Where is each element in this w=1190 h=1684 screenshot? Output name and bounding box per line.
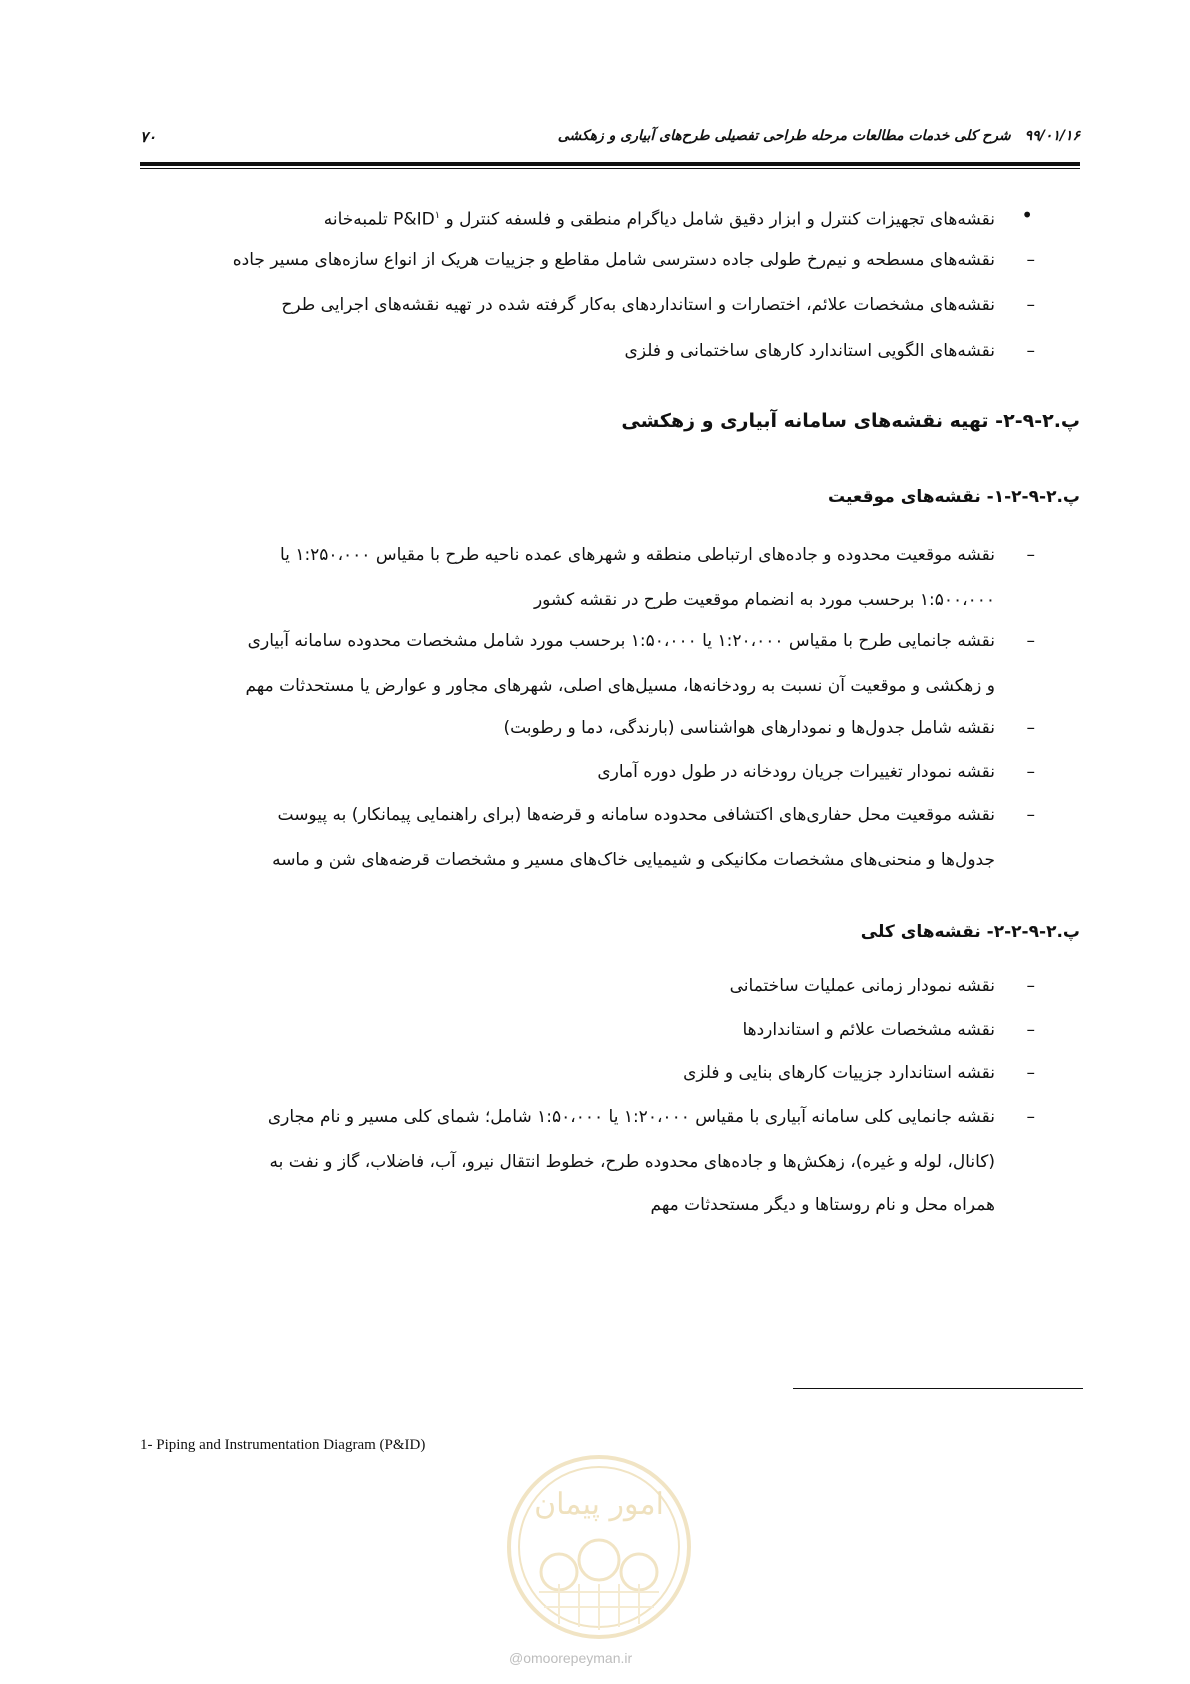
- seal-logo-text: امور پیمان: [534, 1487, 664, 1522]
- list-item-continuation: [272, 836, 995, 885]
- list-item-text: نقشه شامل جدول‌ها و نمودارهای هواشناسی (بارندگی، دما و رطوبت): [503, 718, 995, 738]
- header-title-text: شرح کلی خدمات مطالعات مرحله طراحی تفصیلی طرح‌های آبیاری و زهکشی: [557, 128, 1011, 144]
- list-item: [140, 617, 1035, 666]
- list-item-text: نقشه‌های الگویی استاندارد کارهای ساختمانی و فلزی: [624, 341, 995, 361]
- list-item: [140, 1093, 1035, 1142]
- dash-icon: –: [1026, 631, 1035, 651]
- list-item-line: جدول‌ها و منحنی‌های مشخصات مکانیکی و شیمیایی خاک‌های مسیر و مشخصات قرضه‌های شن و ماسه: [272, 850, 995, 870]
- dash-icon: –: [1026, 545, 1035, 565]
- list-item: [140, 791, 1035, 840]
- dash-icon: –: [1026, 805, 1035, 825]
- section-heading: پ.۲-۹-۲- تهیه نقشه‌های سامانه آبیاری و زهکشی: [621, 410, 1080, 432]
- list-item-line: نقشه جانمایی کلی سامانه آبیاری با مقیاس ۱:۲۰،۰۰۰ یا ۱:۵۰،۰۰۰ شامل؛ شمای کلی مسیر و نام مجاری: [267, 1107, 995, 1127]
- gear-icon: [541, 1540, 657, 1590]
- subsection-heading: پ.۲-۹-۲-۲- نقشه‌های کلی: [860, 922, 1080, 942]
- dash-icon: –: [1026, 762, 1035, 782]
- subsection-heading: پ.۲-۹-۲-۱- نقشه‌های موقعیت: [827, 487, 1080, 507]
- dash-icon: –: [1026, 341, 1035, 361]
- list-item: [742, 1006, 1035, 1055]
- dash-icon: –: [1026, 295, 1035, 315]
- dash-icon: –: [1026, 976, 1035, 996]
- dash-icon: –: [1026, 1063, 1035, 1083]
- watermark-caption: @omoorepeyman.ir: [509, 1650, 633, 1666]
- dash-icon: –: [1026, 718, 1035, 738]
- list-item: [503, 704, 1035, 753]
- list-item-text: نقشه نمودار تغییرات جریان رودخانه در طول دوره آماری: [597, 762, 995, 782]
- footnote-ref: ۱: [434, 210, 441, 221]
- list-item-line: همراه محل و نام روستاها و دیگر مستحدثات مهم: [650, 1195, 995, 1215]
- list-item-text: نقشه‌های تجهیزات کنترل و ابزار دقیق شامل دیاگرام منطقی و فلسفه کنترل و P&ID: [393, 209, 995, 230]
- list-item-tail: تلمبه‌خانه: [323, 209, 394, 230]
- footnote-rule: [793, 1388, 1083, 1389]
- list-item-line: نقشه موقعیت محدوده و جاده‌های ارتباطی منطقه و شهرهای عمده ناحیه طرح با مقیاس ۱:۲۵۰،۰۰۰ یا: [279, 545, 995, 565]
- header-date: ۹۹/۰۱/۱۶: [1024, 128, 1080, 144]
- list-item-text: نقشه مشخصات علائم و استانداردها: [742, 1020, 995, 1040]
- list-item-line: نقشه جانمایی طرح با مقیاس ۱:۲۰،۰۰۰ یا ۱:۵۰،۰۰۰ برحسب مورد شامل مشخصات محدوده سامانه آبیاری: [247, 631, 995, 651]
- watermark-seal: [504, 1452, 694, 1642]
- list-item: [597, 748, 1035, 797]
- list-item: [624, 327, 1035, 376]
- list-item: [232, 236, 1035, 285]
- list-item-line: ۱:۵۰۰،۰۰۰ برحسب مورد به انضمام موقعیت طرح در نقشه کشور: [533, 590, 995, 610]
- list-item-text: نقشه‌های مسطحه و نیم‌رخ طولی جاده دسترسی شامل مقاطع و جزییات هریک از انواع سازه‌های مسیر جاده: [232, 250, 995, 270]
- dash-icon: –: [1026, 1107, 1035, 1127]
- list-item-text: نقشه نمودار زمانی عملیات ساختمانی: [729, 976, 995, 996]
- main-content: [140, 0, 1080, 1684]
- list-item-line: نقشه موقعیت محل حفاری‌های اکتشافی محدوده سامانه و قرضه‌ها (برای راهنمایی پیمانکار) به پیوست: [277, 805, 995, 825]
- page-number: ۷۰: [140, 128, 157, 146]
- bullet-icon: •: [1021, 203, 1033, 227]
- list-item: [683, 1049, 1035, 1098]
- list-item-line: (کانال، لوله و غیره)، زهکش‌ها و جاده‌های محدوده طرح، خطوط انتقال نیرو، آب، فاضلاب، گاز و نفت به: [269, 1152, 995, 1172]
- list-item: [729, 962, 1035, 1011]
- list-item-continuation: [140, 1138, 995, 1187]
- dash-icon: –: [1026, 250, 1035, 270]
- list-item-line: و زهکشی و موقعیت آن نسبت به رودخانه‌ها، مسیل‌های اصلی، شهرهای مجاور و عوارض یا مستحدثات مهم: [245, 676, 995, 696]
- list-item-continuation: [651, 1181, 996, 1230]
- list-item-text: نقشه‌های مشخصات علائم، اختصارات و استانداردهای به‌کار گرفته شده در تهیه نقشه‌های اجرایی طرح: [281, 295, 995, 315]
- list-item: [281, 281, 1035, 330]
- list-item-text: نقشه استاندارد جزییات کارهای بنایی و فلزی: [683, 1063, 995, 1083]
- footnote: 1- Piping and Instrumentation Diagram (P&ID): [140, 1437, 426, 1453]
- dash-icon: –: [1026, 1020, 1035, 1040]
- list-item: [140, 531, 1035, 580]
